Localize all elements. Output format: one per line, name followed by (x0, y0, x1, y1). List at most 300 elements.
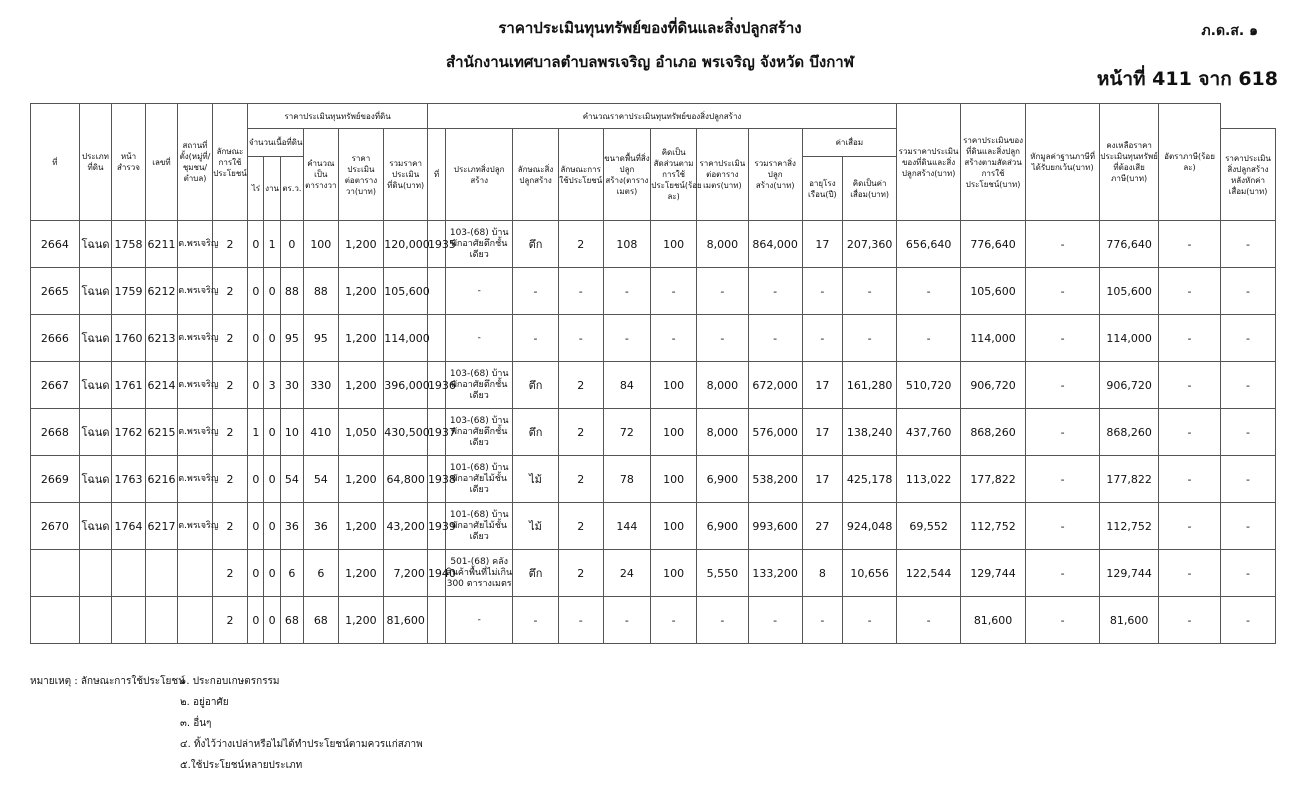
cell-building-type: 101-(68) บ้านพักอาศัยไม้ชั้นเดียว (446, 503, 513, 550)
cell-building-usage: - (558, 268, 603, 315)
cell-rai: 0 (248, 503, 264, 550)
cell-building-total: 672,000 (748, 362, 802, 409)
cell-sqwa: 88 (304, 268, 339, 315)
cell-survey-page: 1758 (112, 221, 146, 268)
cell-no (31, 550, 80, 597)
cell-building-after-dep: 113,022 (897, 456, 961, 503)
cell-share-value: - (1026, 597, 1100, 644)
group-building: คำนวณราคาประเมินทุนทรัพย์ของสิ่งปลูกสร้าง (427, 104, 896, 129)
cell-usage: 2 (212, 597, 248, 644)
cell-building-no: 1935 (427, 221, 445, 268)
cell-wa: 95 (280, 315, 303, 362)
cell-building-total: - (748, 315, 802, 362)
cell-wa: 30 (280, 362, 303, 409)
group-land: ราคาประเมินทุนทรัพย์ของที่ดิน (248, 104, 428, 129)
cell-price-per-wa: 1,200 (338, 221, 384, 268)
col-taxable: คงเหลือราคาประเมินทุนทรัพย์ที่ต้องเสียภาษี(บาท) (1100, 104, 1159, 221)
cell-no: 2669 (31, 456, 80, 503)
col-building-nature: ลักษณะสิ่งปลูกสร้าง (513, 129, 559, 221)
cell-building-area: 24 (603, 550, 651, 597)
cell-building-total: 576,000 (748, 409, 802, 456)
cell-sqwa: 36 (304, 503, 339, 550)
cell-dep-age: - (802, 597, 843, 644)
col-wa: ตร.ว. (280, 157, 303, 221)
col-price-per-wa: ราคาประเมินต่อตารางวา(บาท) (338, 129, 384, 221)
cell-usage: 2 (212, 315, 248, 362)
group-area: จำนวนเนื้อที่ดิน (248, 129, 304, 157)
cell-building-after-dep: - (897, 597, 961, 644)
cell-land-total: 396,000 (384, 362, 428, 409)
cell-taxable: - (1159, 315, 1221, 362)
cell-wa: 36 (280, 503, 303, 550)
cell-building-no: 1939 (427, 503, 445, 550)
cell-ngan: 0 (264, 456, 280, 503)
cell-doc-type: โฉนด (79, 456, 111, 503)
cell-building-no (427, 597, 445, 644)
document-subtitle: สำนักงานเทศบาลตำบลพรเจริญ อำเภอ พรเจริญ จังหวัด บึงกาฬ (446, 53, 854, 71)
cell-tax-rate: - (1221, 597, 1276, 644)
cell-building-area: - (603, 315, 651, 362)
cell-ngan: 0 (264, 409, 280, 456)
cell-building-nature: - (513, 597, 559, 644)
cell-building-total: 993,600 (748, 503, 802, 550)
table-row (31, 503, 1276, 550)
table-row (31, 550, 1276, 597)
col-exemption: หักมูลค่าฐานภาษีที่ได้รับยกเว้น(บาท) (1026, 104, 1100, 221)
cell-building-usage: 2 (558, 362, 603, 409)
cell-location: ต.พรเจริญ (178, 221, 213, 268)
col-rai: ไร่ (248, 157, 264, 221)
cell-building-nature: ตึก (513, 409, 559, 456)
table-row (31, 268, 1276, 315)
cell-building-nature: - (513, 268, 559, 315)
cell-no (31, 597, 80, 644)
cell-grand-total: 114,000 (961, 315, 1026, 362)
cell-doc-number: 6216 (145, 456, 177, 503)
cell-building-no (427, 315, 445, 362)
cell-rai: 0 (248, 550, 264, 597)
note-item: ๒. อยู่อาศัย (180, 697, 229, 708)
cell-location: ต.พรเจริญ (178, 268, 213, 315)
cell-dep-amount: - (843, 597, 897, 644)
cell-doc-type: โฉนด (79, 268, 111, 315)
cell-doc-number (145, 550, 177, 597)
cell-building-type: 103-(68) บ้านพักอาศัยตึกชั้นเดียว (446, 221, 513, 268)
cell-ngan: 3 (264, 362, 280, 409)
cell-usage: 2 (212, 456, 248, 503)
cell-no: 2664 (31, 221, 80, 268)
cell-building-price-per-m: 8,000 (696, 221, 748, 268)
group-depreciation: ค่าเสื่อม (802, 129, 897, 157)
cell-grand-total: 112,752 (961, 503, 1026, 550)
note-item: ๕.ใช้ประโยชน์หลายประเภท (180, 760, 303, 771)
cell-land-total: 120,000 (384, 221, 428, 268)
note-item: ๓. อื่นๆ (180, 718, 212, 729)
cell-building-total: 538,200 (748, 456, 802, 503)
cell-rai: 0 (248, 597, 264, 644)
cell-ngan: 0 (264, 315, 280, 362)
cell-sqwa: 410 (304, 409, 339, 456)
cell-building-percent: 100 (651, 550, 697, 597)
cell-ngan: 1 (264, 221, 280, 268)
cell-building-type: 101-(68) บ้านพักอาศัยไม้ชั้นเดียว (446, 456, 513, 503)
col-survey-page: หน้าสำรวจ (112, 104, 146, 221)
cell-building-price-per-m: - (696, 315, 748, 362)
cell-building-nature: ตึก (513, 550, 559, 597)
table-row (31, 362, 1276, 409)
cell-building-usage: - (558, 315, 603, 362)
cell-share-value: - (1026, 268, 1100, 315)
cell-land-total: 81,600 (384, 597, 428, 644)
cell-taxable: - (1159, 503, 1221, 550)
cell-building-area: - (603, 597, 651, 644)
cell-no: 2667 (31, 362, 80, 409)
cell-location (178, 597, 213, 644)
cell-rai: 0 (248, 456, 264, 503)
cell-doc-number: 6215 (145, 409, 177, 456)
cell-building-nature: ตึก (513, 221, 559, 268)
col-doc-type: ประเภทที่ดิน (79, 104, 111, 221)
cell-building-after-dep: 510,720 (897, 362, 961, 409)
notes-list (180, 671, 423, 776)
cell-sqwa: 95 (304, 315, 339, 362)
cell-dep-age: 17 (802, 456, 843, 503)
cell-building-no: 1940 (427, 550, 445, 597)
cell-building-percent: - (651, 597, 697, 644)
cell-building-area: 78 (603, 456, 651, 503)
col-building-area: ขนาดพื้นที่สิ่งปลูกสร้าง(ตารางเมตร) (603, 129, 651, 221)
cell-dep-amount: 207,360 (843, 221, 897, 268)
cell-land-total: 7,200 (384, 550, 428, 597)
cell-building-price-per-m: - (696, 268, 748, 315)
cell-grand-total: 177,822 (961, 456, 1026, 503)
cell-usage: 2 (212, 550, 248, 597)
cell-building-price-per-m: 6,900 (696, 456, 748, 503)
cell-doc-type: โฉนด (79, 409, 111, 456)
cell-building-type: - (446, 315, 513, 362)
cell-building-after-dep: - (897, 315, 961, 362)
cell-dep-age: 17 (802, 221, 843, 268)
cell-taxable: - (1159, 221, 1221, 268)
cell-location (178, 550, 213, 597)
cell-grand-total: 868,260 (961, 409, 1026, 456)
cell-tax-rate: - (1221, 550, 1276, 597)
cell-doc-number: 6213 (145, 315, 177, 362)
cell-price-per-wa: 1,050 (338, 409, 384, 456)
cell-doc-number: 6211 (145, 221, 177, 268)
cell-tax-rate: - (1221, 221, 1276, 268)
cell-taxable: - (1159, 456, 1221, 503)
cell-exemption: 81,600 (1100, 597, 1159, 644)
cell-taxable: - (1159, 409, 1221, 456)
cell-building-type: 501-(68) คลังสินค้าพื้นที่ไม่เกิน 300 ตารางเมตร (446, 550, 513, 597)
cell-grand-total: 129,744 (961, 550, 1026, 597)
cell-dep-age: - (802, 315, 843, 362)
cell-building-usage: 2 (558, 456, 603, 503)
cell-ngan: 0 (264, 550, 280, 597)
cell-dep-amount: 10,656 (843, 550, 897, 597)
cell-building-percent: 100 (651, 503, 697, 550)
cell-building-after-dep: 69,552 (897, 503, 961, 550)
cell-usage: 2 (212, 503, 248, 550)
cell-location: ต.พรเจริญ (178, 315, 213, 362)
cell-sqwa: 6 (304, 550, 339, 597)
table-row (31, 456, 1276, 503)
cell-building-type: - (446, 597, 513, 644)
cell-land-total: 114,000 (384, 315, 428, 362)
cell-sqwa: 100 (304, 221, 339, 268)
cell-dep-age: 17 (802, 409, 843, 456)
cell-share-value: - (1026, 409, 1100, 456)
cell-building-after-dep: 122,544 (897, 550, 961, 597)
col-dep-amount: คิดเป็นค่าเสื่อม(บาท) (843, 157, 897, 221)
cell-doc-type: โฉนด (79, 362, 111, 409)
cell-building-price-per-m: 8,000 (696, 362, 748, 409)
cell-building-type: 103-(68) บ้านพักอาศัยตึกชั้นเดียว (446, 409, 513, 456)
col-building-percent: คิดเป็นสัดส่วนตามการใช้ประโยชน์(ร้อยละ) (651, 129, 697, 221)
cell-building-area: - (603, 268, 651, 315)
cell-exemption: 906,720 (1100, 362, 1159, 409)
table-row (31, 315, 1276, 362)
col-building-no: ที่ (427, 129, 445, 221)
cell-wa: 6 (280, 550, 303, 597)
cell-building-no (427, 268, 445, 315)
col-no: ที่ (31, 104, 80, 221)
cell-wa: 68 (280, 597, 303, 644)
col-building-price-per-m: ราคาประเมินต่อตารางเมตร(บาท) (696, 129, 748, 221)
cell-location: ต.พรเจริญ (178, 456, 213, 503)
cell-building-percent: 100 (651, 221, 697, 268)
cell-dep-amount: 425,178 (843, 456, 897, 503)
cell-ngan: 0 (264, 268, 280, 315)
cell-dep-amount: - (843, 315, 897, 362)
cell-price-per-wa: 1,200 (338, 362, 384, 409)
notes-label: หมายเหตุ : ลักษณะการใช้ประโยชน์ (30, 676, 185, 687)
cell-building-price-per-m: 8,000 (696, 409, 748, 456)
cell-building-usage: 2 (558, 409, 603, 456)
cell-tax-rate: - (1221, 503, 1276, 550)
cell-land-total: 43,200 (384, 503, 428, 550)
cell-building-usage: 2 (558, 221, 603, 268)
note-item: ๔. ทิ้งไว้ว่างเปล่าหรือไม่ได้ทำประโยชน์ตามควรแก่สภาพ (180, 739, 423, 750)
cell-building-nature: ตึก (513, 362, 559, 409)
cell-dep-amount: 924,048 (843, 503, 897, 550)
cell-taxable: - (1159, 597, 1221, 644)
cell-building-area: 72 (603, 409, 651, 456)
table-row (31, 597, 1276, 644)
cell-price-per-wa: 1,200 (338, 550, 384, 597)
cell-tax-rate: - (1221, 409, 1276, 456)
cell-doc-number: 6217 (145, 503, 177, 550)
col-location: สถานที่ตั้ง(หมู่ที่/ชุมชน/ตำบล) (178, 104, 213, 221)
cell-tax-rate: - (1221, 268, 1276, 315)
cell-building-percent: 100 (651, 362, 697, 409)
cell-share-value: - (1026, 362, 1100, 409)
cell-wa: 10 (280, 409, 303, 456)
cell-exemption: 129,744 (1100, 550, 1159, 597)
cell-no: 2670 (31, 503, 80, 550)
cell-taxable: - (1159, 362, 1221, 409)
cell-no: 2665 (31, 268, 80, 315)
col-building-type: ประเภทสิ่งปลูกสร้าง (446, 129, 513, 221)
form-code: ภ.ด.ส. ๑ (1201, 23, 1258, 39)
cell-building-usage: - (558, 597, 603, 644)
cell-doc-number: 6212 (145, 268, 177, 315)
cell-no: 2668 (31, 409, 80, 456)
cell-rai: 0 (248, 362, 264, 409)
cell-tax-rate: - (1221, 456, 1276, 503)
cell-survey-page (112, 597, 146, 644)
cell-building-no: 1937 (427, 409, 445, 456)
cell-ngan: 0 (264, 503, 280, 550)
document-title: ราคาประเมินทุนทรัพย์ของที่ดินและสิ่งปลูกสร้าง (498, 19, 802, 37)
col-land-total: รวมราคาประเมินที่ดิน(บาท) (384, 129, 428, 221)
cell-building-after-dep: - (897, 268, 961, 315)
cell-building-area: 144 (603, 503, 651, 550)
note-item: ๑. ประกอบเกษตรกรรม (180, 676, 280, 687)
cell-taxable: - (1159, 550, 1221, 597)
cell-location: ต.พรเจริญ (178, 362, 213, 409)
cell-sqwa: 54 (304, 456, 339, 503)
cell-building-price-per-m: 5,550 (696, 550, 748, 597)
table-row (31, 409, 1276, 456)
cell-share-value: - (1026, 315, 1100, 362)
cell-price-per-wa: 1,200 (338, 503, 384, 550)
cell-exemption: 114,000 (1100, 315, 1159, 362)
cell-price-per-wa: 1,200 (338, 268, 384, 315)
cell-building-total: 133,200 (748, 550, 802, 597)
cell-grand-total: 906,720 (961, 362, 1026, 409)
cell-dep-amount: 161,280 (843, 362, 897, 409)
cell-building-percent: 100 (651, 409, 697, 456)
cell-survey-page: 1761 (112, 362, 146, 409)
col-building-after-dep: ราคาประเมินสิ่งปลูกสร้างหลังหักค่าเสื่อม(บาท) (1221, 129, 1276, 221)
cell-building-percent: - (651, 315, 697, 362)
cell-ngan: 0 (264, 597, 280, 644)
cell-grand-total: 81,600 (961, 597, 1026, 644)
cell-price-per-wa: 1,200 (338, 456, 384, 503)
cell-building-area: 84 (603, 362, 651, 409)
cell-land-total: 64,800 (384, 456, 428, 503)
col-tax-rate: อัตราภาษี(ร้อยละ) (1159, 104, 1221, 221)
cell-exemption: 776,640 (1100, 221, 1159, 268)
col-dep-age: อายุโรงเรือน(ปี) (802, 157, 843, 221)
cell-usage: 2 (212, 268, 248, 315)
cell-building-price-per-m: 6,900 (696, 503, 748, 550)
col-doc-number: เลขที่ (145, 104, 177, 221)
col-grand-total: รวมราคาประเมินของที่ดินและสิ่งปลูกสร้าง(บาท) (897, 104, 961, 221)
cell-dep-age: 17 (802, 362, 843, 409)
cell-share-value: - (1026, 221, 1100, 268)
cell-building-nature: ไม้ (513, 456, 559, 503)
cell-dep-age: 8 (802, 550, 843, 597)
col-building-usage: ลักษณะการใช้ประโยชน์ (558, 129, 603, 221)
cell-building-nature: ไม้ (513, 503, 559, 550)
cell-land-total: 430,500 (384, 409, 428, 456)
cell-building-after-dep: 437,760 (897, 409, 961, 456)
cell-rai: 0 (248, 315, 264, 362)
cell-building-price-per-m: - (696, 597, 748, 644)
cell-doc-type: โฉนด (79, 221, 111, 268)
cell-wa: 54 (280, 456, 303, 503)
cell-building-usage: 2 (558, 503, 603, 550)
cell-building-no: 1936 (427, 362, 445, 409)
cell-exemption: 112,752 (1100, 503, 1159, 550)
cell-dep-amount: - (843, 268, 897, 315)
cell-dep-age: - (802, 268, 843, 315)
cell-survey-page (112, 550, 146, 597)
page-number: หน้าที่ 411 จาก 618 (1096, 68, 1278, 90)
cell-share-value: - (1026, 550, 1100, 597)
cell-usage: 2 (212, 409, 248, 456)
cell-doc-number: 6214 (145, 362, 177, 409)
cell-dep-age: 27 (802, 503, 843, 550)
table-row (31, 221, 1276, 268)
cell-survey-page: 1763 (112, 456, 146, 503)
cell-sqwa: 330 (304, 362, 339, 409)
cell-rai: 1 (248, 409, 264, 456)
cell-building-after-dep: 656,640 (897, 221, 961, 268)
cell-tax-rate: - (1221, 315, 1276, 362)
cell-building-total: - (748, 597, 802, 644)
cell-wa: 88 (280, 268, 303, 315)
cell-building-type: 103-(68) บ้านพักอาศัยตึกชั้นเดียว (446, 362, 513, 409)
cell-building-total: - (748, 268, 802, 315)
cell-doc-type (79, 597, 111, 644)
cell-grand-total: 776,640 (961, 221, 1026, 268)
col-ngan: งาน (264, 157, 280, 221)
cell-share-value: - (1026, 503, 1100, 550)
assessment-table (30, 103, 1276, 644)
cell-building-percent: 100 (651, 456, 697, 503)
cell-sqwa: 68 (304, 597, 339, 644)
cell-building-type: - (446, 268, 513, 315)
cell-grand-total: 105,600 (961, 268, 1026, 315)
cell-price-per-wa: 1,200 (338, 597, 384, 644)
cell-location: ต.พรเจริญ (178, 409, 213, 456)
cell-land-total: 105,600 (384, 268, 428, 315)
cell-share-value: - (1026, 456, 1100, 503)
cell-building-total: 864,000 (748, 221, 802, 268)
cell-exemption: 868,260 (1100, 409, 1159, 456)
cell-wa: 0 (280, 221, 303, 268)
cell-doc-type (79, 550, 111, 597)
cell-rai: 0 (248, 268, 264, 315)
cell-rai: 0 (248, 221, 264, 268)
cell-survey-page: 1759 (112, 268, 146, 315)
cell-usage: 2 (212, 221, 248, 268)
col-share-value: ราคาประเมินของที่ดินและสิ่งปลูกสร้างตามสัดส่วนการใช้ประโยชน์(บาท) (961, 104, 1026, 221)
cell-doc-number (145, 597, 177, 644)
cell-tax-rate: - (1221, 362, 1276, 409)
cell-building-usage: 2 (558, 550, 603, 597)
cell-building-percent: - (651, 268, 697, 315)
col-usage: ลักษณะการใช้ประโยชน์ (212, 104, 248, 221)
cell-survey-page: 1760 (112, 315, 146, 362)
cell-exemption: 105,600 (1100, 268, 1159, 315)
cell-no: 2666 (31, 315, 80, 362)
cell-building-nature: - (513, 315, 559, 362)
cell-price-per-wa: 1,200 (338, 315, 384, 362)
cell-doc-type: โฉนด (79, 315, 111, 362)
cell-survey-page: 1764 (112, 503, 146, 550)
cell-building-area: 108 (603, 221, 651, 268)
cell-survey-page: 1762 (112, 409, 146, 456)
col-sqwa-total: คำนวณเป็นตารางวา (304, 129, 339, 221)
cell-doc-type: โฉนด (79, 503, 111, 550)
table-body (31, 221, 1276, 644)
col-building-total: รวมราคาสิ่งปลูกสร้าง(บาท) (748, 129, 802, 221)
